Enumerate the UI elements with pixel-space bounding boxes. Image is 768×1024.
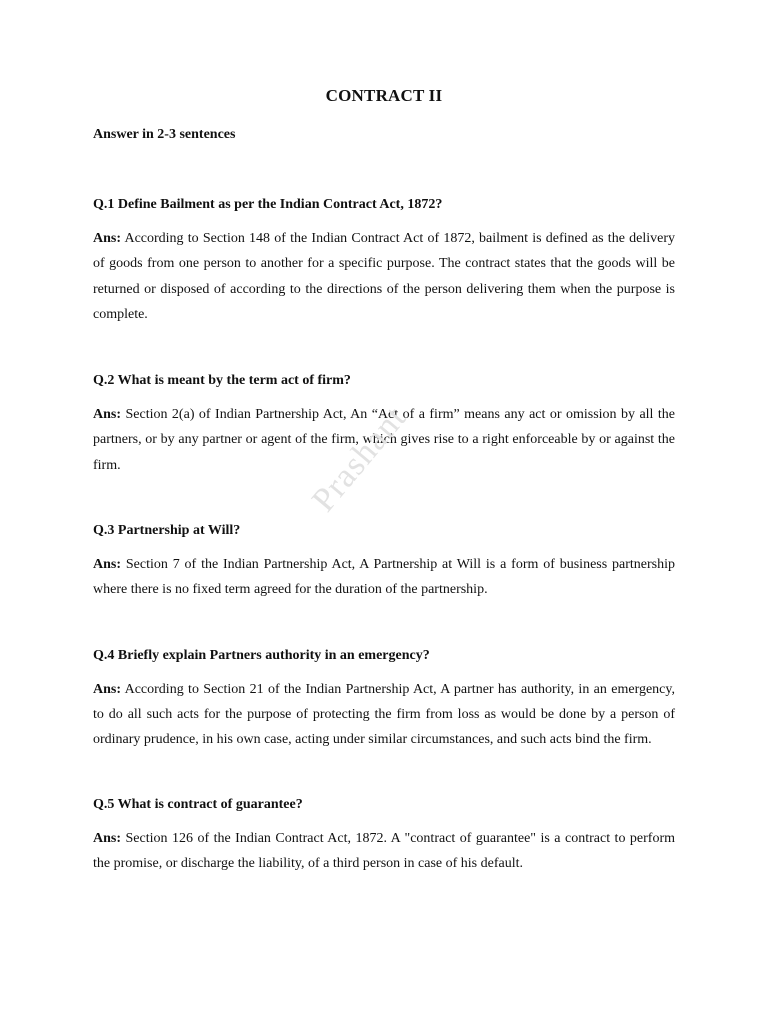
answer-1 [93,226,675,327]
answer-label: Ans: [93,407,122,423]
instruction-text: Answer in 2-3 sentences [93,127,236,142]
question-4: Q.4 Briefly explain Partners authority in an emergency? [93,647,430,663]
qa-list [93,196,675,876]
document-title: CONTRACT II [325,86,443,105]
answer-label: Ans: [93,681,122,697]
answer-3 [93,552,675,603]
answer-label: Ans: [93,231,122,246]
question-5: Q.5 What is contract of guarantee? [93,796,303,812]
answer-label: Ans: [93,830,122,846]
qa-item-4 [93,647,675,753]
answer-text: Section 2(a) of Indian Partnership Act, An “Act of a firm” means any act or omission by all the partners, or by any partner or agent of the firm, which gives rise to a right enforceable by or against the firm. [93,407,676,473]
answer-label: Ans: [93,557,122,573]
question-3: Q.3 Partnership at Will? [93,523,241,539]
qa-item-5 [93,796,675,877]
answer-text: According to Section 148 of the Indian Contract Act of 1872, bailment is defined as the delivery of goods from one person to another for a specific purpose. The contract states that the goods will be returned or disposed of according to the directions of the person delivering them when the purpose is complete. [93,231,675,322]
answer-text: Section 126 of the Indian Contract Act, 1872. A "contract of guarantee" is a contract to perform the promise, or discharge the liability, of a third person in case of his default. [93,830,676,871]
answer-text: Section 7 of the Indian Partnership Act, A Partnership at Will is a form of business partnership where there is no fixed term agreed for the duration of the partnership. [93,557,676,598]
answer-2 [93,402,675,478]
answer-text: According to Section 21 of the Indian Partnership Act, A partner has authority, in an emergency, to do all such acts for the purpose of protecting the firm from loss as would be done by a person of ordinary prudence, in his own case, acting under similar circumstances, and such acts bind the firm. [93,681,675,748]
answer-5 [93,826,675,877]
answer-4 [93,677,675,753]
question-1: Q.1 Define Bailment as per the Indian Contract Act, 1872? [93,197,443,212]
qa-item-2 [93,372,675,478]
qa-item-3 [93,522,675,603]
watermark: Prashant [305,399,414,519]
qa-item-1 [93,196,675,327]
question-2: Q.2 What is meant by the term act of firm? [93,373,351,389]
